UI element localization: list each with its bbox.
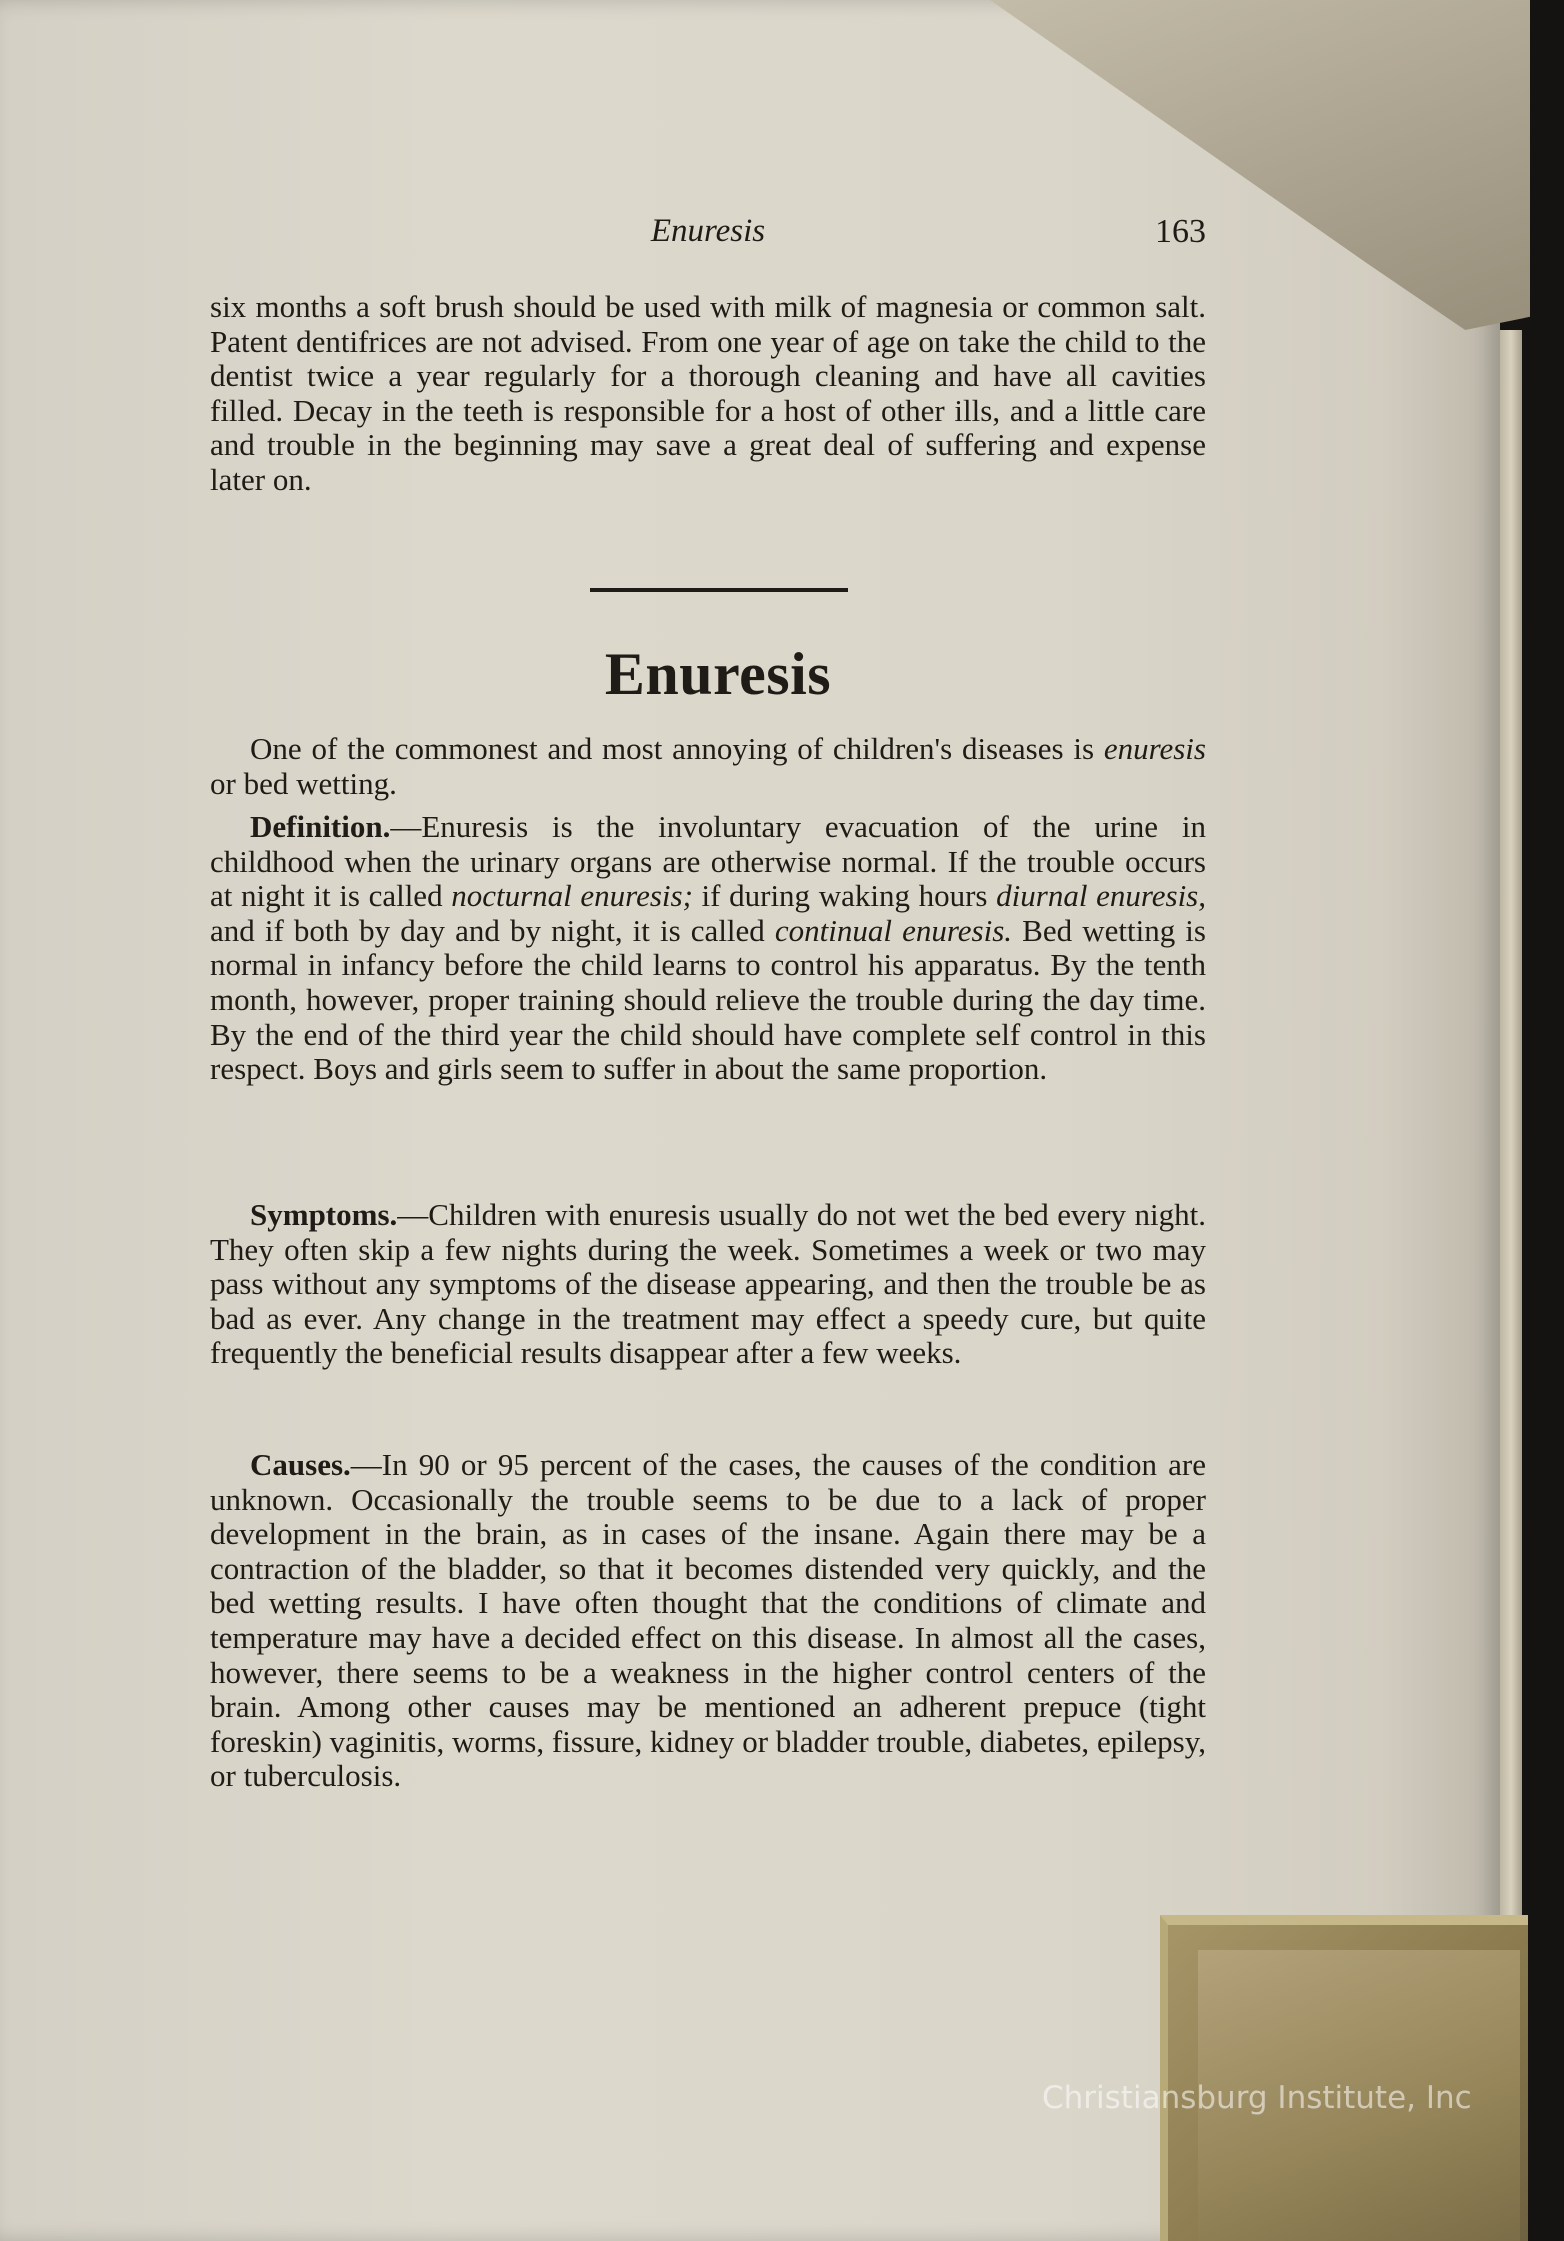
definition-text-3: and if both by day and by night, it is called	[210, 912, 775, 948]
definition-term-nocturnal: nocturnal enuresis;	[451, 878, 693, 914]
section-title: Enuresis	[604, 641, 832, 707]
causes-heading: Causes.	[250, 1447, 351, 1482]
symptoms-heading: Symptoms.	[250, 1197, 398, 1232]
definition-text-1: —Enuresis is the involuntary evacuation of the urine in childhood when the urinary organs are otherwise normal. If the trouble occurs at night it is called	[210, 809, 1206, 914]
watermark-text: Christiansburg Institute, Inc	[1042, 2080, 1472, 2116]
running-head	[210, 213, 1206, 263]
definition-heading: Definition.	[250, 809, 391, 844]
intro-text-after: or bed wetting.	[210, 765, 397, 801]
section-divider-rule	[590, 588, 848, 592]
causes-paragraph	[210, 1448, 1206, 1794]
definition-term-diurnal: diurnal enuresis,	[996, 878, 1206, 914]
definition-text-2: if during waking hours	[692, 878, 997, 914]
causes-text: —In 90 or 95 percent of the cases, the causes of the condition are unknown. Occasionally the trouble seems to be due to a lack of proper development in the brain, as in cases of the insane. Again there may be a contraction of the bladder, so that it becomes distended very quickly, and the bed wetting results. I have often thought that the conditions of climate and temperature may have a decided effect on this disease. In almost all the cases, however, there seems to be a weakness in the higher control centers of the brain. Among other causes may be mentioned an adherent prepuce (tight foreskin) vaginitis, worms, fissure, kidney or bladder trouble, diabetes, epilepsy, or tuberculosis.	[210, 1447, 1206, 1794]
definition-text-4: Bed wetting is normal in infancy before the child learns to control his apparatus. By the tenth month, however, proper training should relieve the trouble during the day time. By the end of the third year the child should have complete self control in this respect. Boys and girls seem to suffer in about the same proportion.	[210, 912, 1206, 1087]
page-stack-edge	[1500, 330, 1522, 1970]
running-head-title: Enuresis	[650, 213, 766, 249]
symptoms-paragraph	[210, 1198, 1206, 1371]
page-number: 163	[1155, 213, 1206, 250]
intro-text-before: One of the commonest and most annoying of children's diseases is	[250, 731, 1104, 766]
intro-paragraph	[210, 732, 1206, 801]
symptoms-text: —Children with enuresis usually do not wet the bed every night. They often skip a few nights during the week. Sometimes a week or two may pass without any symptoms of the disease appearing, and then the trouble be as bad as ever. Any change in the treatment may effect a speedy cure, but quite frequently the beneficial results disappear after a few weeks.	[210, 1197, 1206, 1371]
definition-paragraph	[210, 810, 1206, 1087]
intro-term: enuresis	[1103, 731, 1206, 766]
definition-term-continual: continual enuresis.	[774, 912, 1013, 948]
continuation-paragraph: six months a soft brush should be used with milk of magnesia or common salt. Patent dentifrices are not advised. From one year of age on take the child to the dentist twice a year regularly for a thorough cleaning and have all cavities filled. Decay in the teeth is responsible for a host of other ills, and a little care and trouble in the beginning may save a great deal of suffering and expense later on.	[210, 289, 1206, 497]
